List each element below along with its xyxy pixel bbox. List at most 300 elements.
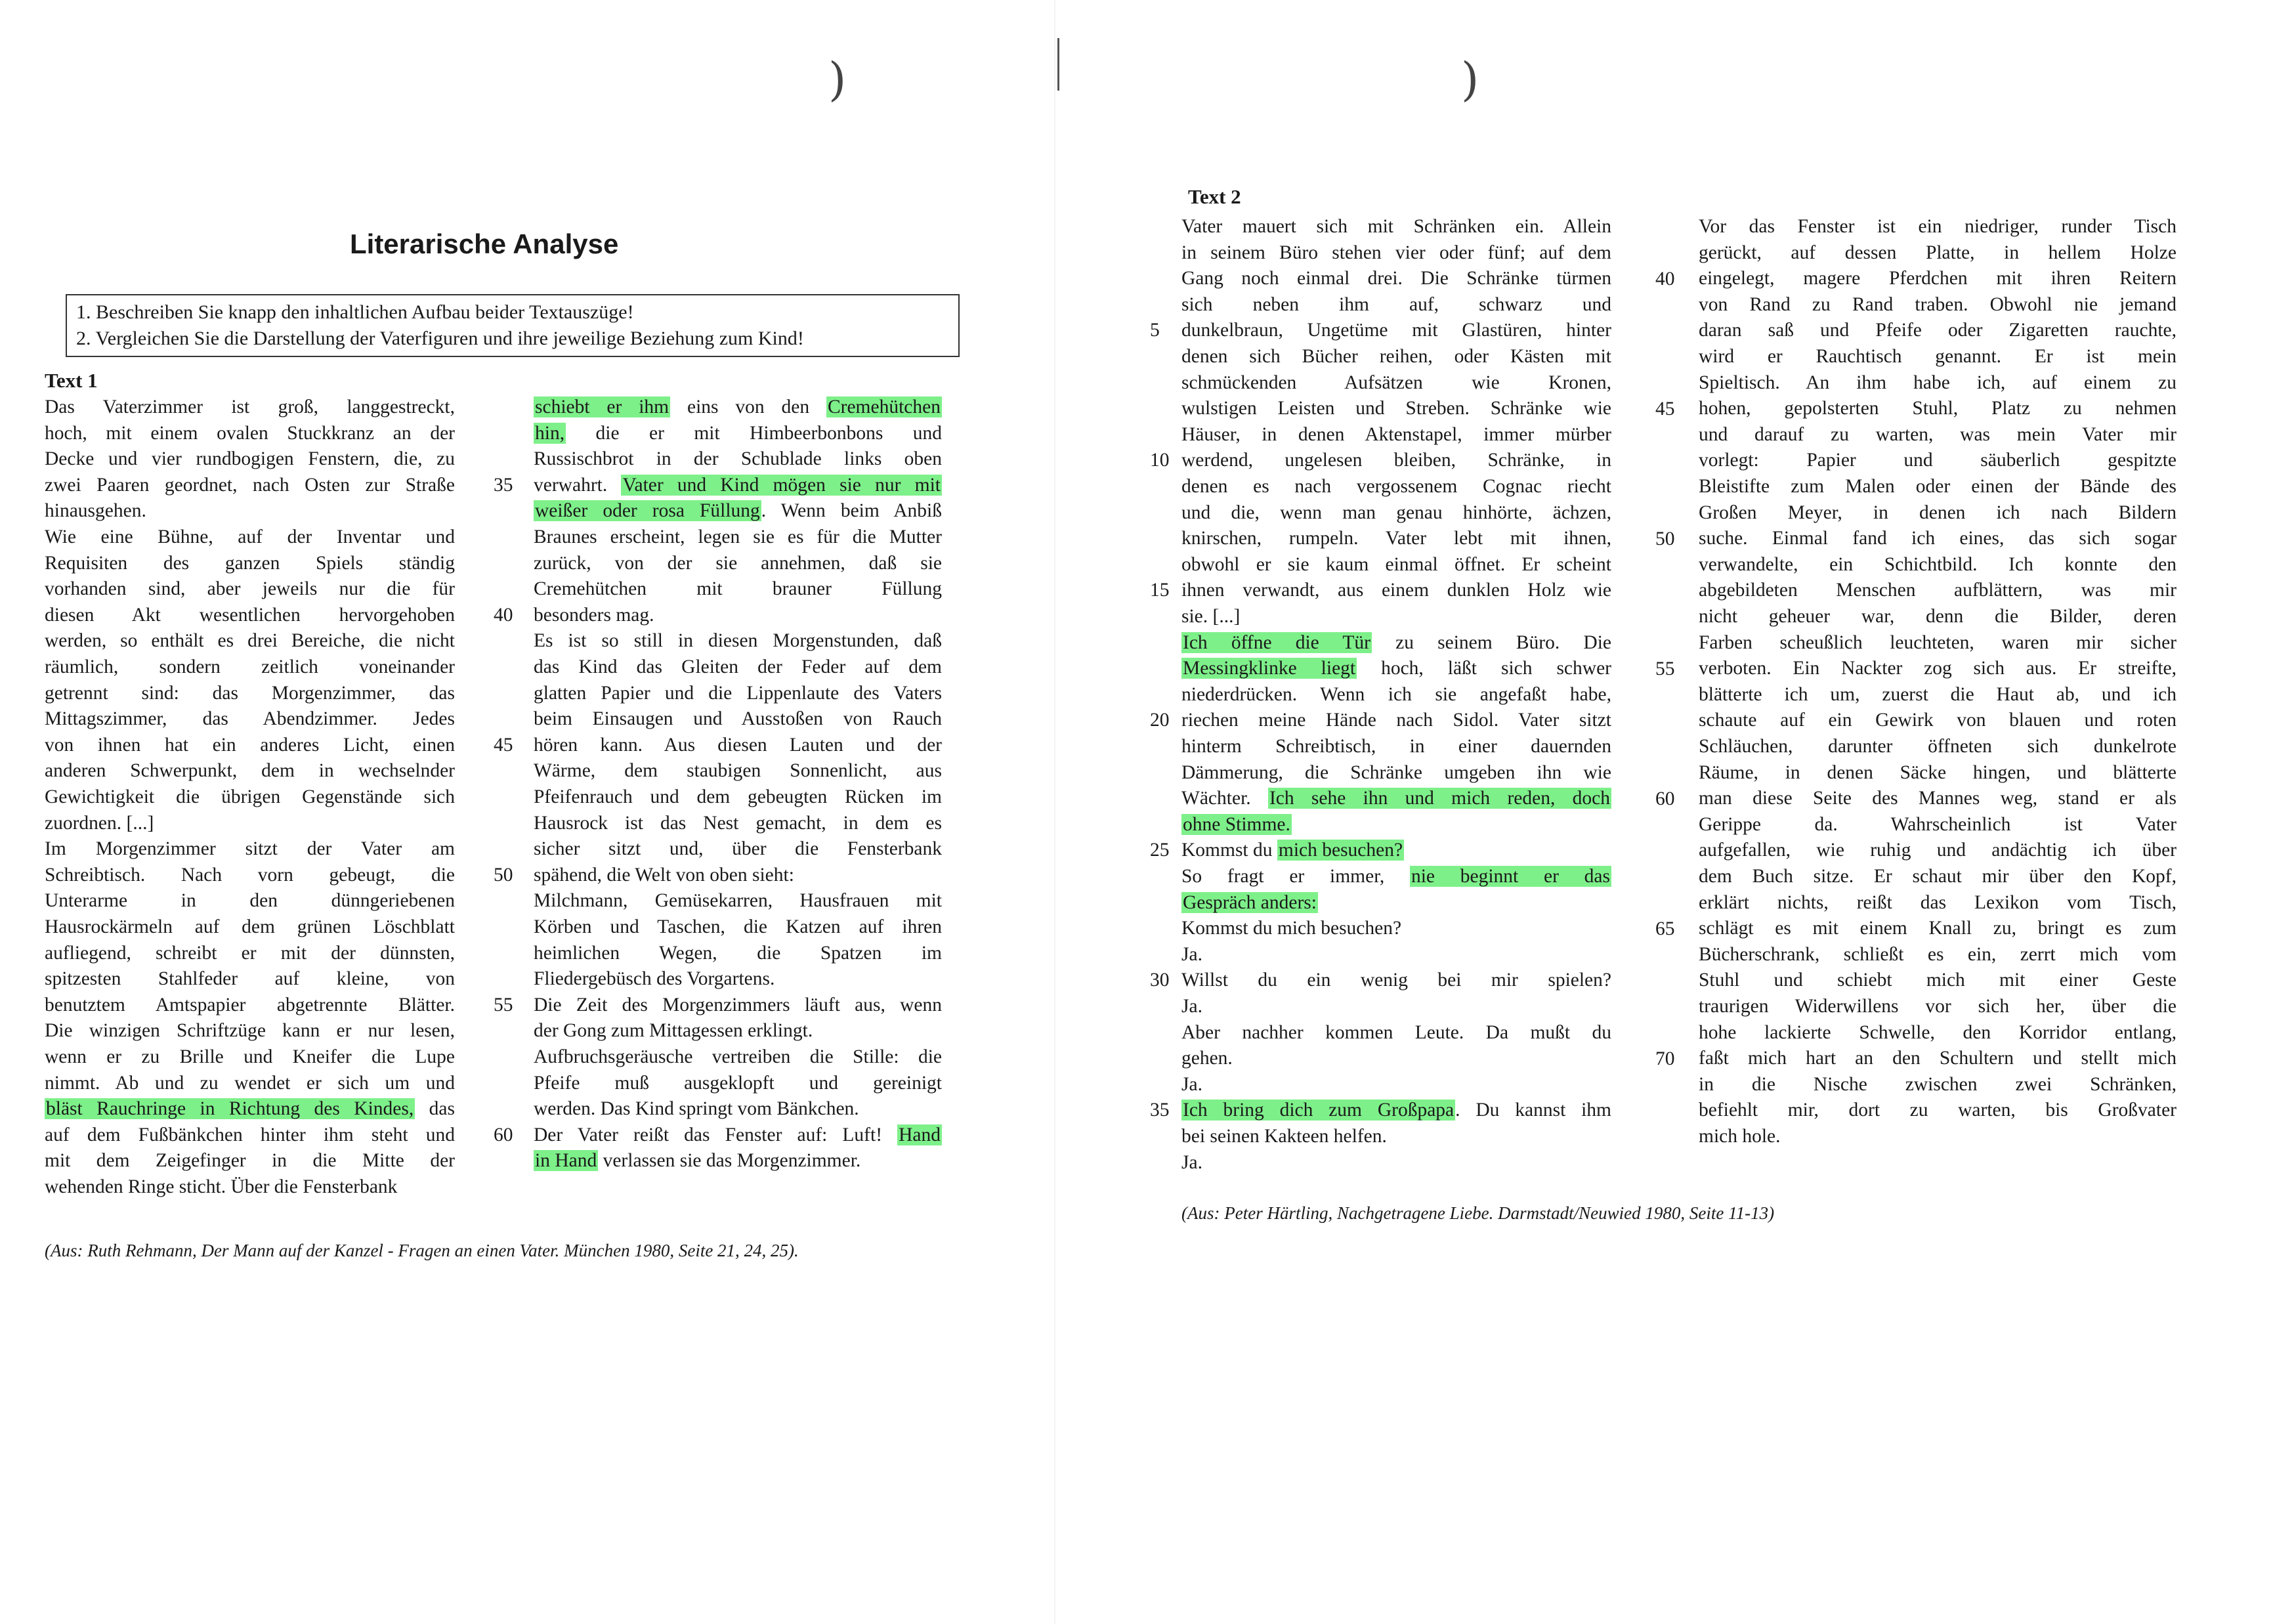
text-segment: Farben scheußlich leuchteten, waren mir sicher [1699,631,2177,653]
text-line [1181,889,1611,916]
text-segment: Cremehütchen mit brauner Füllung [534,578,942,600]
text-segment: Großen Meyer, in denen ich nach Bildern [1699,502,2177,523]
text-segment: Kommst du mich besuchen? [1181,918,1402,939]
text-line [534,1044,942,1070]
text-line [1181,500,1611,526]
punch-hole-mark: ) [1461,53,1479,106]
highlighted-phrase: bläst Rauchringe in Richtung des Kindes, [46,1098,414,1120]
line-number: 35 [494,474,513,496]
text-segment: das [415,1098,455,1120]
text-segment: Gerippe da. Wahrscheinlich ist Vater [1699,813,2177,835]
text-line [45,758,455,784]
text-line [534,394,942,420]
text-line [1181,1045,1611,1071]
text-segment: denen es nach vergossenem Cognac riecht [1181,476,1611,497]
text-segment: verwahrt. [534,474,622,496]
text-line [1181,370,1611,396]
text-line [1699,811,2177,838]
text-segment: und darauf zu warten, was mein Vater mir [1699,423,2177,445]
text-segment: heimlichen Wegen, die Spatzen im [534,942,942,964]
text-line [1181,630,1611,656]
text-segment: dunkelbraun, Ungetüme mit Glastüren, hinter [1181,320,1611,341]
line-number: 50 [1655,528,1675,549]
text-segment: Hausrock ist das Nest gemacht, in dem es [534,812,942,834]
text-segment: Vor das Fenster ist ein niedriger, runder Tisch [1699,216,2177,237]
text-line [534,472,942,498]
text-segment: wenn er zu Brille und Kneifer die Lupe [45,1046,455,1067]
text-line [534,1147,942,1174]
text-line [1699,240,2177,266]
line-number: 40 [494,604,513,626]
text-segment: benutztem Amtspapier abgetrennte Blätter. [45,994,455,1015]
text-line [45,706,455,732]
text-line [1181,1097,1611,1123]
text-line [534,1096,942,1122]
line-number: 20 [1150,710,1170,731]
page-title: Literarische Analyse [350,228,619,259]
text-line [1699,603,2177,630]
text-segment: hören kann. Aus diesen Lauten und der [534,734,942,756]
text-segment: das Kind das Gleiten der Feder auf dem [534,656,942,677]
highlighted-phrase: Messingklinke liegt [1183,658,1356,679]
text-segment: Körben und Taschen, die Katzen auf ihren [534,916,942,937]
text-line [1181,577,1611,603]
text-segment: daran saß und Pfeife oder Zigaretten rauchte, [1699,320,2177,341]
text-line [1699,785,2177,811]
text-line [45,680,455,706]
text-line [45,966,455,992]
text-segment: verboten. Ein Nackter zog sich aus. Er streifte, [1699,658,2177,679]
highlighted-phrase: Cremehütchen [827,396,941,417]
text-line [1699,1097,2177,1123]
text-segment: wird er Rauchtisch genannt. Er ist mein [1699,346,2177,367]
text-segment: erklärt nichts, reißt das Lexikon vom Tisch, [1699,891,2177,913]
text-line [1699,759,2177,786]
text-line [1181,811,1611,838]
text-segment: Ja. [1181,1151,1202,1173]
text-segment: traurigen Widerwillens vor sich her, über die [1699,996,2177,1017]
text-segment: bei seinen Kakteen helfen. [1181,1126,1387,1147]
text-segment: Bleistifte zum Malen oder einen der Bände des [1699,476,2177,497]
text-segment: zurück, von der sie annehmen, daß sie [534,552,942,574]
text-segment: Pfeife muß ausgeklopft und gereinigt [534,1072,942,1094]
text-line [1181,551,1611,578]
text-segment: . Wenn beim Anbiß [761,500,942,522]
text-line [45,836,455,862]
text-line [534,810,942,836]
text-segment: zwei Paaren geordnet, nach Osten zur Straße [45,474,455,496]
text-segment: Das Vaterzimmer ist groß, langgestreckt, [45,396,455,417]
text-line [534,966,942,992]
text-segment: Gang noch einmal drei. Die Schränke türmen [1181,268,1611,289]
text-segment: in die Nische zwischen zwei Schränken, [1699,1073,2177,1095]
text-segment: besonders mag. [534,604,654,626]
text-line [45,1122,455,1148]
text-segment: und die, wenn man genau hinhörte, ächzen, [1181,502,1611,523]
text-line [1699,837,2177,863]
line-number: 35 [1150,1100,1170,1121]
text-line [534,680,942,706]
text-line [1181,1019,1611,1046]
text-line [1181,213,1611,240]
text-segment: Es ist so still in diesen Morgenstunden, daß [534,630,942,652]
text-line [534,887,942,914]
text-segment: in seinem Büro stehen vier oder fünf; auf dem [1181,242,1611,263]
text-segment: schaute auf ein Gewirk von blauen und roten [1699,710,2177,731]
text-segment: Stuhl und schiebt mich mit einer Geste [1699,970,2177,991]
text-line [1699,681,2177,708]
text-line [1699,577,2177,603]
text-segment: gerückt, auf dessen Platte, in hellem Holze [1699,242,2177,263]
text-segment: mit dem Zeigefinger in die Mitte der [45,1150,455,1172]
highlighted-phrase: Ich öffne die Tür [1183,631,1370,653]
text-segment: der Gong zum Mittagessen erklingt. [534,1020,813,1042]
text-segment: wulstigen Leisten und Streben. Schränke wie [1181,398,1611,419]
text-line [1181,915,1611,941]
text-line [1699,447,2177,473]
line-number: 45 [1655,398,1675,419]
line-number: 25 [1150,840,1170,861]
crop-mark [1057,38,1059,91]
text-segment: hinausgehen. [45,500,146,522]
text-line [1181,395,1611,421]
text-line [45,940,455,966]
text-line [1181,837,1611,863]
text-line [534,550,942,576]
text-line [1181,447,1611,473]
text-line [1699,915,2177,941]
text-line [1181,317,1611,343]
text-line [1699,1045,2177,1071]
text-segment: hohen, gepolsterten Stuhl, Platz zu nehmen [1699,398,2177,419]
line-number: 5 [1150,320,1160,341]
text-line [1699,317,2177,343]
text-line [534,1122,942,1148]
text-line [1181,421,1611,448]
text-segment: getrennt sind: das Morgenzimmer, das [45,682,455,704]
text-line [1699,941,2177,968]
text-line [534,602,942,628]
text-line [1181,707,1611,733]
text-segment: Häuser, in denen Aktenstapel, immer mürber [1181,423,1611,445]
text-segment: Willst du ein wenig bei mir spielen? [1181,970,1611,991]
page-fold [1054,0,1055,1624]
text-line [1699,630,2177,656]
text-line [534,992,942,1018]
text-line [45,732,455,758]
text-line [1699,707,2177,733]
text-segment: werdend, ungelesen bleiben, Schränke, in [1181,450,1611,471]
text-segment: von ihnen hat ein anderes Licht, einen [45,734,455,756]
text-segment: hinterm Schreibtisch, in einer dauernden [1181,736,1611,757]
text-line [1181,603,1611,630]
text-line [1699,733,2177,759]
highlighted-phrase: hin, [535,422,565,444]
text-segment: eingelegt, magere Pferdchen mit ihren Reitern [1699,268,2177,289]
highlighted-phrase: nie beginnt er das [1411,866,1610,887]
text-segment: man diese Seite des Mannes weg, stand er als [1699,788,2177,809]
text-segment: Räume, in denen Säcke hingen, und blätterte [1699,761,2177,783]
text-segment: verlassen sie das Morgenzimmer. [598,1150,861,1172]
text-segment: Dämmerung, die Schränke umgeben ihn wie [1181,761,1611,783]
text-segment: suche. Einmal fand ich eines, das sich sogar [1699,528,2177,549]
text-segment: Vater mauert sich mit Schränken ein. Allein [1181,216,1611,237]
text-segment: nicht geheuer war, denn die Bilder, deren [1699,606,2177,627]
text-line [45,576,455,602]
text-line [45,654,455,680]
text-line [1699,1123,2177,1149]
text-line [45,524,455,550]
text-segment: Die winzigen Schriftzüge kann er nur lesen, [45,1020,455,1042]
line-number: 55 [1655,658,1675,679]
text-line [45,550,455,576]
text-segment: niederdrücken. Wenn ich sie angefaßt habe, [1181,683,1611,705]
text-line [1181,1149,1611,1176]
text-line [1699,655,2177,681]
text-line [534,784,942,810]
text-line [1181,655,1611,681]
text-segment: Schreibtisch. Nach vorn gebeugt, die [45,864,455,886]
text-line [1181,1071,1611,1098]
text-line [45,446,455,472]
text-segment: beim Einsaugen und Ausstoßen von Rauch [534,708,942,730]
text-line [1181,265,1611,291]
line-number: 65 [1655,918,1675,939]
text-line [1181,993,1611,1019]
task-box [66,294,960,357]
text-segment: sie. [...] [1181,606,1241,627]
text-segment: schlägt es mit einem Knall zu, bringt es zum [1699,918,2177,939]
highlighted-phrase: Hand [899,1124,941,1145]
highlighted-phrase: in Hand [535,1150,597,1172]
text-line [1699,551,2177,578]
text-line [45,887,455,914]
text-segment: hoch, läßt sich schwer [1357,658,1611,679]
text-line [45,1017,455,1044]
text-line [534,1017,942,1044]
text-segment: spitzesten Stahlfeder auf kleine, von [45,968,455,990]
text-segment: befiehlt mir, dort zu warten, bis Großvater [1699,1100,2177,1121]
text-line [1699,889,2177,916]
text-line [534,628,942,654]
text-label: Text 2 [1188,185,1241,208]
highlighted-phrase: Vater und Kind mögen sie nur mit [622,474,941,496]
text-segment: Pfeifenrauch und dem gebeugten Rücken im [534,786,942,807]
text-line [1181,473,1611,500]
text-line [534,914,942,940]
text-line [1699,370,2177,396]
line-number: 60 [494,1124,513,1145]
text-line [534,836,942,862]
text-segment: zuordnen. [...] [45,812,154,834]
text-segment: die er mit Himbeerbonbons und [566,422,942,444]
text-segment: Schläuchen, darunter öffneten sich dunkelrote [1699,736,2177,757]
source-citation: (Aus: Peter Härtling, Nachgetragene Liebe. Darmstadt/Neuwied 1980, Seite 11-13) [1181,1203,1775,1223]
highlighted-phrase: mich besuchen? [1278,840,1403,861]
text-line [1699,395,2177,421]
text-line [1181,733,1611,759]
line-number: 10 [1150,450,1170,471]
text-segment: schmückenden Aufsätzen wie Kronen, [1181,372,1611,393]
text-segment: vorhanden sind, aber jeweils nur die für [45,578,455,600]
text-line [1699,291,2177,318]
text-segment: Aber nachher kommen Leute. Da mußt du [1181,1021,1611,1043]
text-line [534,576,942,602]
text-line [1181,681,1611,708]
text-line [1181,785,1611,811]
highlighted-phrase: Ich sehe ihn und mich reden, doch [1269,788,1610,809]
text-line [45,472,455,498]
text-line [1181,1123,1611,1149]
highlighted-phrase: schiebt er ihm [535,396,669,417]
text-segment: ihnen verwandt, aus einem dunklen Holz wie [1181,580,1611,601]
text-line [1699,500,2177,526]
source-citation: (Aus: Ruth Rehmann, Der Mann auf der Kanzel - Fragen an einen Vater. München 1980, Seite 21, 24, 25). [45,1241,799,1260]
text-line [1181,967,1611,993]
text-line [534,420,942,446]
text-line [534,940,942,966]
text-segment: verwandelte, ein Schichtbild. Ich konnte den [1699,553,2177,575]
text-segment: Gewichtigkeit die übrigen Gegenstände sich [45,786,455,807]
task-item: 2. Vergleichen Sie die Darstellung der Vaterfiguren und ihre jeweilige Beziehung zum Kind! [76,328,804,349]
text-segment: werden, so enthält es drei Bereiche, die nicht [45,630,455,652]
text-line [534,732,942,758]
text-segment: Russischbrot in der Schublade links oben [534,448,942,470]
text-line [1699,213,2177,240]
text-segment: Spieltisch. An ihm habe ich, auf einem zu [1699,372,2177,393]
text-segment: Der Vater reißt das Fenster auf: Luft! [534,1124,898,1145]
text-segment: Unterarme in den dünngeriebenen [45,890,455,912]
text-segment: räumlich, sondern zeitlich voneinander [45,656,455,677]
text-segment: faßt mich hart an den Schultern und stellt mich [1699,1048,2177,1069]
text-segment: Bücherschrank, schließt es ein, zerrt mich vom [1699,943,2177,965]
text-line [534,862,942,888]
text-line [534,498,942,524]
text-segment: zu seinem Büro. Die [1371,631,1611,653]
line-number: 70 [1655,1048,1675,1069]
text-segment: knirschen, rumpeln. Vater lebt mit ihnen, [1181,528,1611,549]
text-segment: Ja. [1181,996,1202,1017]
text-segment: diesen Akt wesentlichen hervorgehoben [45,604,455,626]
text-segment: Milchmann, Gemüsekarren, Hausfrauen mit [534,890,942,912]
text-segment: Hausrockärmeln auf dem grünen Löschblatt [45,916,455,937]
text-segment: aufgefallen, wie ruhig und andächtig ich über [1699,840,2177,861]
text-segment: Decke und vier rundbogigen Fenstern, die, zu [45,448,455,470]
text-segment: spähend, die Welt von oben sieht: [534,864,794,886]
text-line [45,992,455,1018]
text-line [45,862,455,888]
text-segment: Die Zeit des Morgenzimmers läuft aus, wenn [534,994,942,1015]
text-segment: Im Morgenzimmer sitzt der Vater am [45,838,455,860]
text-line [45,628,455,654]
text-line [1181,291,1611,318]
line-number: 30 [1150,970,1170,991]
text-segment: Ja. [1181,1073,1202,1095]
line-number: 40 [1655,268,1675,289]
line-number: 15 [1150,580,1170,601]
text-segment: Mittagszimmer, das Abendzimmer. Jedes [45,708,455,730]
text-line [1699,1071,2177,1098]
text-line [45,1096,455,1122]
text-line [534,524,942,550]
text-line [45,498,455,524]
highlighted-phrase: weißer oder rosa Füllung [535,500,760,522]
text-segment: auf dem Fußbänkchen hinter ihm steht und [45,1124,455,1145]
text-segment: vorlegt: Papier und säuberlich gespitzte [1699,450,2177,471]
text-line [45,602,455,628]
text-line [45,914,455,940]
text-line [534,654,942,680]
text-line [1699,993,2177,1019]
text-segment: gehen. [1181,1048,1233,1069]
text-label: Text 1 [45,369,98,392]
text-line [534,1070,942,1096]
text-segment: Fliedergebüsch des Vorgartens. [534,968,775,990]
text-segment: So fragt er immer, [1181,866,1410,887]
text-line [45,394,455,420]
text-line [1181,759,1611,786]
text-line [45,1147,455,1174]
text-line [1699,525,2177,551]
text-segment: obwohl er sie kaum einmal öffnet. Er scheint [1181,553,1611,575]
text-line [1699,863,2177,889]
text-segment: dem Buch sitze. Er schaut mir über den Kopf, [1699,866,2177,887]
text-line [1699,265,2177,291]
text-line [1699,967,2177,993]
text-segment: hoch, mit einem ovalen Stuckkranz an der [45,422,455,444]
text-line [45,420,455,446]
highlighted-phrase: Ich bring dich zum Großpapa [1183,1100,1455,1121]
text-segment: denen sich Bücher reihen, oder Kästen mit [1181,346,1611,367]
text-segment: Wie eine Bühne, auf der Inventar und [45,526,455,547]
line-number: 60 [1655,788,1675,809]
text-line [1181,525,1611,551]
text-segment: Braunes erscheint, legen sie es für die Mutter [534,526,942,547]
text-segment: Requisiten des ganzen Spiels ständig [45,552,455,574]
text-line [534,706,942,732]
text-line [1699,473,2177,500]
text-line [45,1070,455,1096]
text-segment: sich neben ihm auf, schwarz und [1181,293,1611,315]
text-line [1699,421,2177,448]
text-line [1181,863,1611,889]
text-segment: nimmt. Ab und zu wendet er sich um und [45,1072,455,1094]
text-line [534,758,942,784]
text-line [45,784,455,810]
text-segment: werden. Das Kind springt vom Bänkchen. [534,1098,859,1120]
text-line [534,446,942,472]
line-number: 55 [494,994,513,1015]
text-line [1181,941,1611,968]
task-item: 1. Beschreiben Sie knapp den inhaltlichen Aufbau beider Textauszüge! [76,301,634,323]
text-line [1699,343,2177,370]
text-segment: aufliegend, schreibt er mit der dünnsten, [45,942,455,964]
text-segment: Wärme, dem staubigen Sonnenlicht, aus [534,760,942,782]
highlighted-phrase: ohne Stimme. [1183,813,1290,835]
text-segment: glatten Papier und die Lippenlaute des Vaters [534,682,942,704]
text-segment: von Rand zu Rand traben. Obwohl nie jemand [1699,293,2177,315]
text-segment: Wächter. [1181,788,1268,809]
text-line [1181,240,1611,266]
text-segment: Kommst du [1181,840,1277,861]
text-segment: riechen meine Hände nach Sidol. Vater sitzt [1181,710,1611,731]
text-line [45,1174,455,1200]
line-number: 50 [494,864,513,886]
highlighted-phrase: Gespräch anders: [1183,891,1317,913]
line-number: 45 [494,734,513,756]
text-segment: sicher sitzt und, über die Fensterbank [534,838,942,860]
text-segment: anderen Schwerpunkt, dem in wechselnder [45,760,455,782]
